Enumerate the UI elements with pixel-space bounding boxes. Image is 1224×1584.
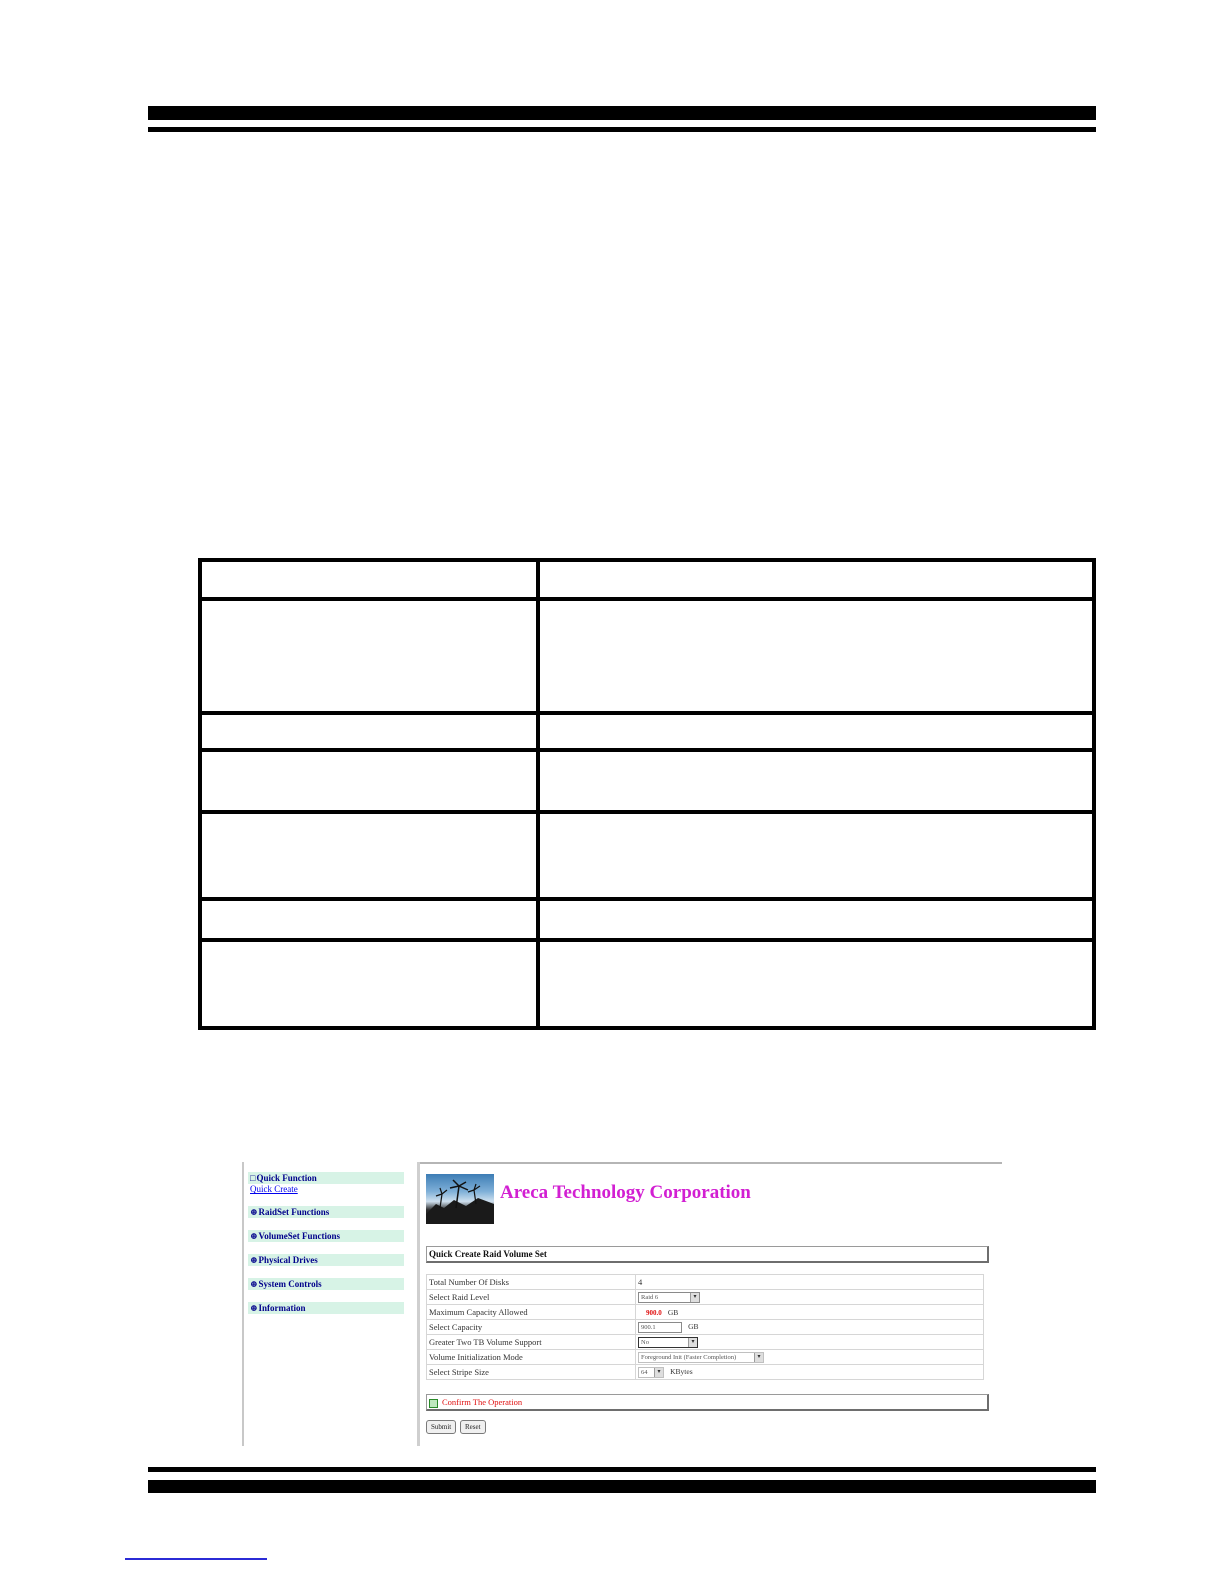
brand-title: Areca Technology Corporation [500,1182,751,1203]
field-label: Greater Two TB Volume Support [427,1335,636,1350]
capacity-input[interactable]: 900.1 [638,1322,682,1333]
header-rule-thin [148,127,1096,132]
footer-rule-thick [148,1480,1096,1493]
sidebar-separator [417,1162,420,1446]
sidebar-item-system-controls[interactable]: ⊕System Controls [248,1278,404,1290]
field-label: Total Number Of Disks [427,1275,636,1290]
confirm-operation-row[interactable]: Confirm The Operation [426,1394,989,1411]
expand-icon: ⊕ [250,1255,258,1265]
document-table [198,558,1096,1030]
palm-trees-icon [426,1174,494,1224]
chevron-down-icon: ▾ [690,1293,699,1302]
frame-top-line [420,1162,1002,1164]
form-row-total-disks [427,1275,984,1290]
form-row-raid-level [427,1290,984,1305]
sidebar [248,1172,404,1326]
quick-create-form [426,1274,984,1380]
sidebar-item-information[interactable]: ⊕Information [248,1302,404,1314]
embedded-screenshot [242,1162,1002,1446]
init-mode-select[interactable]: Foreground Init (Faster Completion) ▾ [638,1352,764,1363]
form-row-capacity [427,1320,984,1335]
reset-button[interactable]: Reset [460,1420,486,1434]
sidebar-item-physical-drives[interactable]: ⊕Physical Drives [248,1254,404,1266]
header-rule-thick [148,106,1096,120]
footer-link-underline [125,1558,267,1560]
field-label: Select Stripe Size [427,1365,636,1380]
field-label: Volume Initialization Mode [427,1350,636,1365]
field-label: Select Raid Level [427,1290,636,1305]
expand-icon: ⊕ [250,1207,258,1217]
sidebar-item-quick-function[interactable]: □Quick Function [248,1172,404,1184]
max-capacity-value: 900.0 [646,1309,662,1317]
table-row-divider [202,748,1092,752]
sidebar-link-quick-create[interactable]: Quick Create [250,1184,298,1194]
form-row-max-capacity [427,1305,984,1320]
field-label: Select Capacity [427,1320,636,1335]
raid-level-select[interactable]: Raid 6 ▾ [638,1292,700,1303]
stripe-unit: KBytes [670,1367,693,1377]
table-row-divider [202,897,1092,901]
sidebar-item-raidset[interactable]: ⊕RaidSet Functions [248,1206,404,1218]
chevron-down-icon: ▾ [754,1353,763,1362]
form-row-two-tb [427,1335,984,1350]
two-tb-select[interactable]: No ▾ [638,1337,698,1348]
table-row-divider [202,810,1092,814]
capacity-unit: GB [688,1322,699,1332]
footer-rule-thin [148,1467,1096,1472]
confirm-checkbox[interactable] [429,1399,438,1408]
stripe-size-select[interactable]: 64 ▾ [638,1367,664,1378]
form-row-stripe [427,1365,984,1380]
table-row-divider [202,597,1092,601]
submit-button[interactable]: Submit [426,1420,456,1434]
table-column-divider [536,562,540,1026]
max-capacity-unit: GB [667,1308,679,1317]
banner-photo [426,1174,494,1224]
form-row-init-mode [427,1350,984,1365]
chevron-down-icon: ▾ [654,1368,663,1377]
sidebar-item-volumeset[interactable]: ⊕VolumeSet Functions [248,1230,404,1242]
expand-icon: ⊕ [250,1303,258,1313]
total-disks-value: 4 [636,1275,984,1290]
expand-icon: ⊕ [250,1279,258,1289]
chevron-down-icon: ▾ [688,1338,697,1347]
field-label: Maximum Capacity Allowed [427,1305,636,1320]
table-row-divider [202,711,1092,715]
collapse-box-icon: □ [250,1173,256,1183]
panel-title: Quick Create Raid Volume Set [426,1246,989,1263]
frame-left-line [242,1162,244,1446]
table-row-divider [202,938,1092,942]
expand-icon: ⊕ [250,1231,258,1241]
